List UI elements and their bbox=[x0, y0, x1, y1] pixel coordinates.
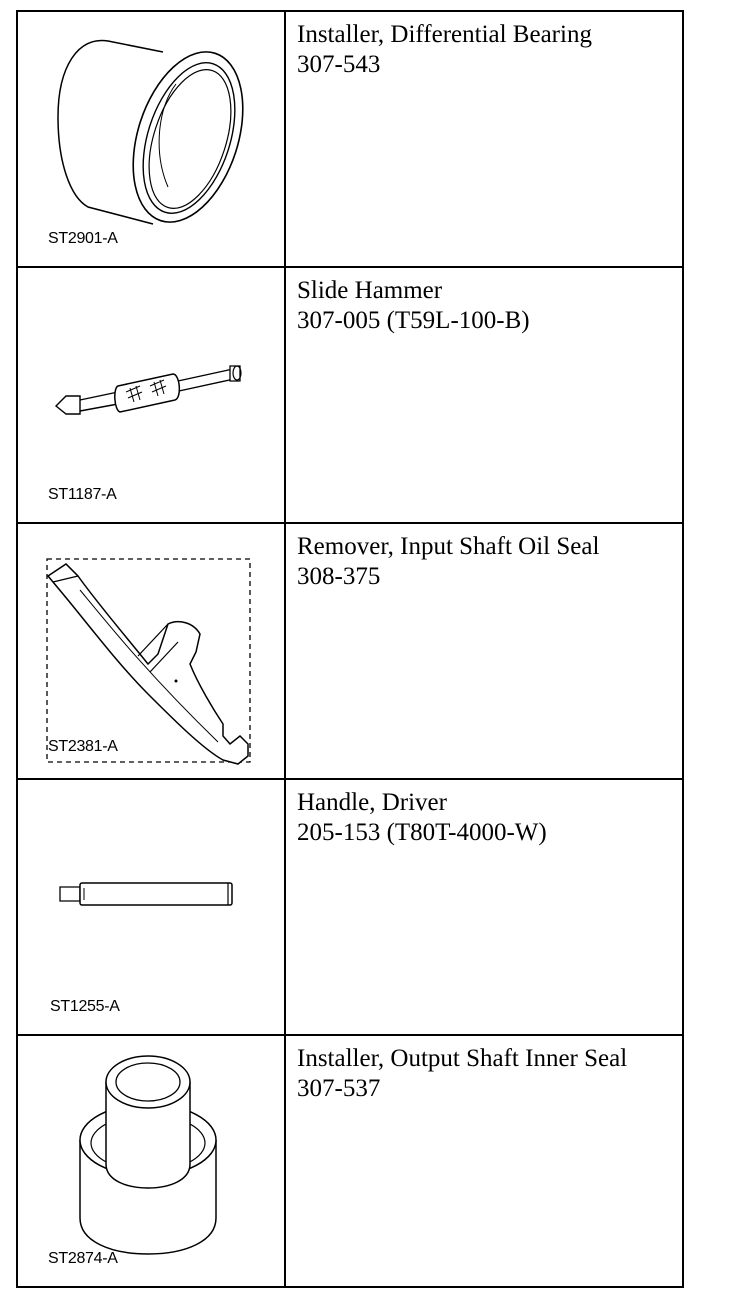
special-tools-table bbox=[16, 10, 684, 1288]
tool-part-number: 308-375 bbox=[297, 563, 381, 590]
tool-image-code: ST1187-A bbox=[48, 486, 117, 503]
tool-illustration-cell bbox=[18, 524, 286, 778]
tool-illustration-cell bbox=[18, 1036, 286, 1286]
tool-name: Installer, Output Shaft Inner Seal bbox=[297, 1045, 628, 1072]
tool-part-number: 205-153 (T80T-4000-W) bbox=[297, 819, 547, 846]
tool-image-code: ST2901-A bbox=[48, 230, 118, 247]
driver-handle-illustration bbox=[18, 780, 284, 1034]
tool-description bbox=[286, 524, 682, 778]
tool-name: Remover, Input Shaft Oil Seal bbox=[297, 533, 600, 560]
tool-name: Handle, Driver bbox=[297, 789, 447, 816]
tool-image-code: ST2874-A bbox=[48, 1250, 118, 1267]
tool-row bbox=[18, 780, 682, 1036]
tool-row bbox=[18, 12, 682, 268]
differential-bearing-installer-illustration bbox=[18, 12, 284, 266]
slide-hammer-illustration bbox=[18, 268, 284, 522]
tool-part-number: 307-537 bbox=[297, 1075, 381, 1102]
tool-part-number: 307-543 bbox=[297, 51, 381, 78]
tool-image-code: ST1255-A bbox=[50, 998, 120, 1015]
tool-illustration-cell bbox=[18, 780, 286, 1034]
tool-illustration-cell bbox=[18, 12, 286, 266]
tool-image-code: ST2381-A bbox=[48, 738, 118, 755]
tool-description bbox=[286, 268, 682, 522]
tool-description bbox=[286, 1036, 682, 1286]
tool-row bbox=[18, 1036, 682, 1286]
tool-illustration-cell bbox=[18, 268, 286, 522]
tool-part-number: 307-005 (T59L-100-B) bbox=[297, 307, 530, 334]
tool-description bbox=[286, 780, 682, 1034]
tool-name: Installer, Differential Bearing bbox=[297, 21, 592, 48]
tool-name: Slide Hammer bbox=[297, 277, 443, 304]
output-shaft-inner-seal-installer-illustration bbox=[18, 1036, 284, 1286]
tool-row bbox=[18, 524, 682, 780]
tool-row bbox=[18, 268, 682, 524]
tool-description bbox=[286, 12, 682, 266]
